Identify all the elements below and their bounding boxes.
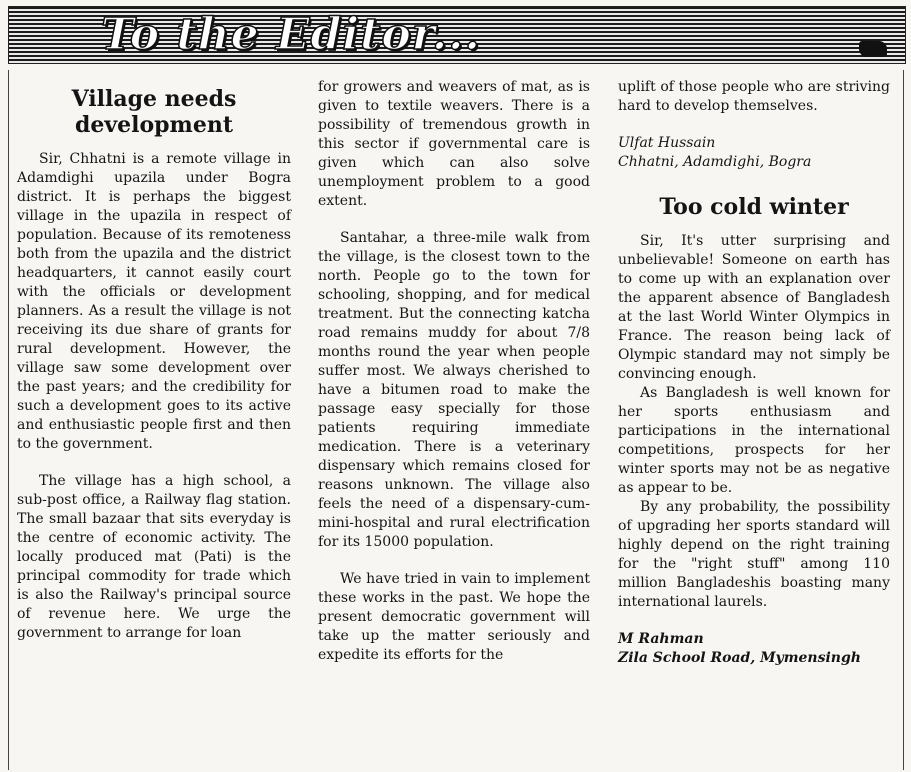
masthead-banner: [8, 6, 906, 64]
masthead-title: To the Editor...: [101, 9, 481, 60]
letter-1-headline: Village needs development: [71, 86, 237, 138]
letter-1-paragraph: Santahar, a three-mile walk from the village, is the closest town to the north. People go to the town for schooling, shopping, and for medical treatment. But the connecting katcha road remains muddy for about 7/8 months round the year when people suffer most. We always cherished to have a bitumen road to make the passage easy specially for those patients requiring immediate medication. There is a veterinary dispensary which remains closed for reasons unknown. The village also feels the need of a dispensary-cum-mini-hospital and rural electrification for its 15000 population.: [318, 230, 590, 550]
column-2: [318, 78, 590, 665]
letter-1-paragraph: for growers and weavers of mat, as is given to textile weavers. There is a possibility of tremendous growth in this sector if governmental care is given which can also solve unemployment problem to a good extent.: [318, 79, 590, 209]
page-border-right: [903, 70, 904, 770]
letter-2-signature-name: M Rahman: [618, 631, 704, 647]
letter-1-paragraph: The village has a high school, a sub-post office, a Railway flag station. The small bazaar that sits everyday is the centre of economic activity. The locally produced mat (Pati) is the principal commodity for trade which is also the Railway's principal source of revenue here. We urge the government to arrange for loan: [17, 473, 291, 641]
column-1: [17, 78, 291, 643]
letter-1-signature-address: Chhatni, Adamdighi, Bogra: [618, 154, 812, 170]
page-border-left: [8, 70, 9, 770]
ink-blot-icon: [859, 41, 887, 57]
letter-2-headline: Too cold winter: [659, 194, 849, 220]
letter-1-paragraph: We have tried in vain to implement these works in the past. We hope the present democratic government will take up the matter seriously and expedite its efforts for the: [318, 571, 590, 663]
letter-2-signature-address: Zila School Road, Mymensingh: [618, 650, 861, 666]
column-3: [618, 78, 890, 668]
letter-2-paragraph: Sir, It's utter surprising and unbelievable! Someone on earth has to come up with an explanation over the apparent absence of Bangladesh at the last World Winter Olympics in France. The reason being lack of Olympic standard may not simply be convincing enough.: [618, 233, 890, 382]
letter-1-paragraph: uplift of those people who are striving hard to develop themselves.: [618, 79, 890, 114]
letter-2-paragraph: As Bangladesh is well known for her sports enthusiasm and participations in the international competitions, prospects for her winter sports may not be as negative as appear to be.: [618, 385, 890, 496]
letter-1-paragraph: Sir, Chhatni is a remote village in Adamdighi upazila under Bogra district. It is perhaps the biggest village in the upazila in respect of population. Because of its remoteness both from the upazila and the district headquarters, it cannot easily court with the officials or development planners. As a result the village is not receiving its due share of grants for rural development. However, the village saw some development over the past years; and the credibility for such a development goes to its active and enthusiastic people first and then to the government.: [17, 151, 291, 452]
letter-2-paragraph: By any probability, the possibility of upgrading her sports standard will highly depend on the right training for the "right stuff" among 110 million Bangladeshis boasting many international laurels.: [618, 499, 890, 610]
letter-1-signature-name: Ulfat Hussain: [618, 135, 716, 151]
